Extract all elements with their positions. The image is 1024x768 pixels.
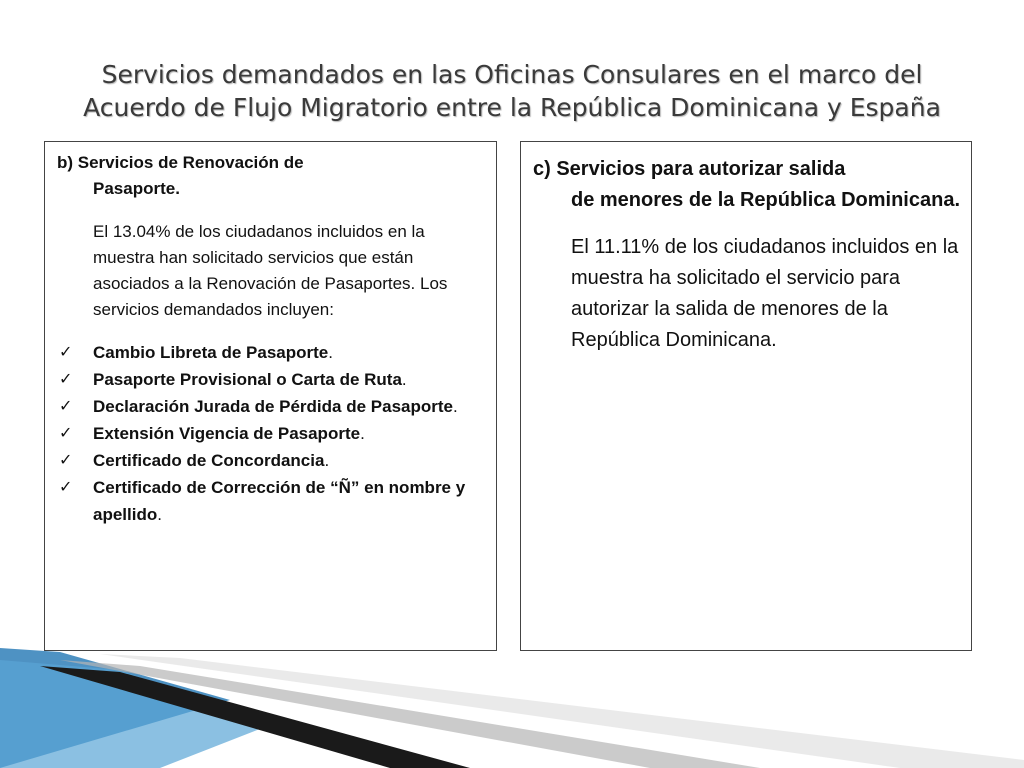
slide-title bbox=[20, 58, 1004, 124]
checkmark-icon: ✓ bbox=[59, 425, 73, 442]
minor-departure-paragraph: El 11.11% de los ciudadanos incluidos en la muestra ha solicitado el servicio para autorizar la salida de menores de la República Dominicana. bbox=[571, 236, 959, 351]
list-item bbox=[57, 393, 482, 420]
list-item-end: . bbox=[452, 397, 458, 416]
renewal-heading: b) Servicios de Renovación de bbox=[57, 153, 304, 172]
renewal-heading-cont: Pasaporte. bbox=[93, 179, 180, 198]
list-item bbox=[57, 474, 482, 528]
renewal-paragraph: El 13.04% de los ciudadanos incluidos en la muestra han solicitado servicios que están asociados a la Renovación de Pasaportes. Los servicios demandados incluyen: bbox=[93, 222, 448, 319]
minor-departure-heading: c) Servicios para autorizar salida bbox=[533, 158, 846, 180]
list-item-end: . bbox=[324, 451, 330, 470]
renewal-services-box bbox=[44, 141, 497, 651]
checkmark-icon: ✓ bbox=[59, 344, 73, 361]
list-item bbox=[57, 447, 482, 474]
list-item bbox=[57, 366, 482, 393]
checkmark-icon: ✓ bbox=[59, 398, 73, 415]
list-item-text: Certificado de Corrección de “Ñ” en nombre y apellido bbox=[93, 478, 466, 524]
list-item-text: Certificado de Concordancia bbox=[93, 451, 325, 470]
minor-departure-heading-cont: de menores de la República Dominicana. bbox=[571, 189, 961, 211]
list-item-text: Cambio Libreta de Pasaporte bbox=[93, 343, 329, 362]
checkmark-icon: ✓ bbox=[59, 479, 73, 496]
list-item-text: Pasaporte Provisional o Carta de Ruta bbox=[93, 370, 402, 389]
list-item-end: . bbox=[360, 424, 365, 443]
minor-departure-box bbox=[520, 141, 972, 651]
slide-title-line-1: Servicios demandados en las Oficinas Consulares en el marco del bbox=[101, 60, 923, 89]
slide-title-line-2: Acuerdo de Flujo Migratorio entre la República Dominicana y España bbox=[83, 93, 941, 122]
renewal-service-list bbox=[57, 339, 482, 528]
list-item-text: Extensión Vigencia de Pasaporte bbox=[93, 424, 361, 443]
list-item-end: . bbox=[157, 505, 162, 524]
decorative-swoosh bbox=[0, 630, 1024, 768]
list-item-end: . bbox=[401, 370, 407, 389]
checkmark-icon: ✓ bbox=[59, 452, 73, 469]
list-item-end: . bbox=[328, 343, 333, 362]
list-item bbox=[57, 339, 482, 366]
list-item-text: Declaración Jurada de Pérdida de Pasaporte bbox=[93, 397, 453, 416]
list-item bbox=[57, 420, 482, 447]
checkmark-icon: ✓ bbox=[59, 371, 73, 388]
